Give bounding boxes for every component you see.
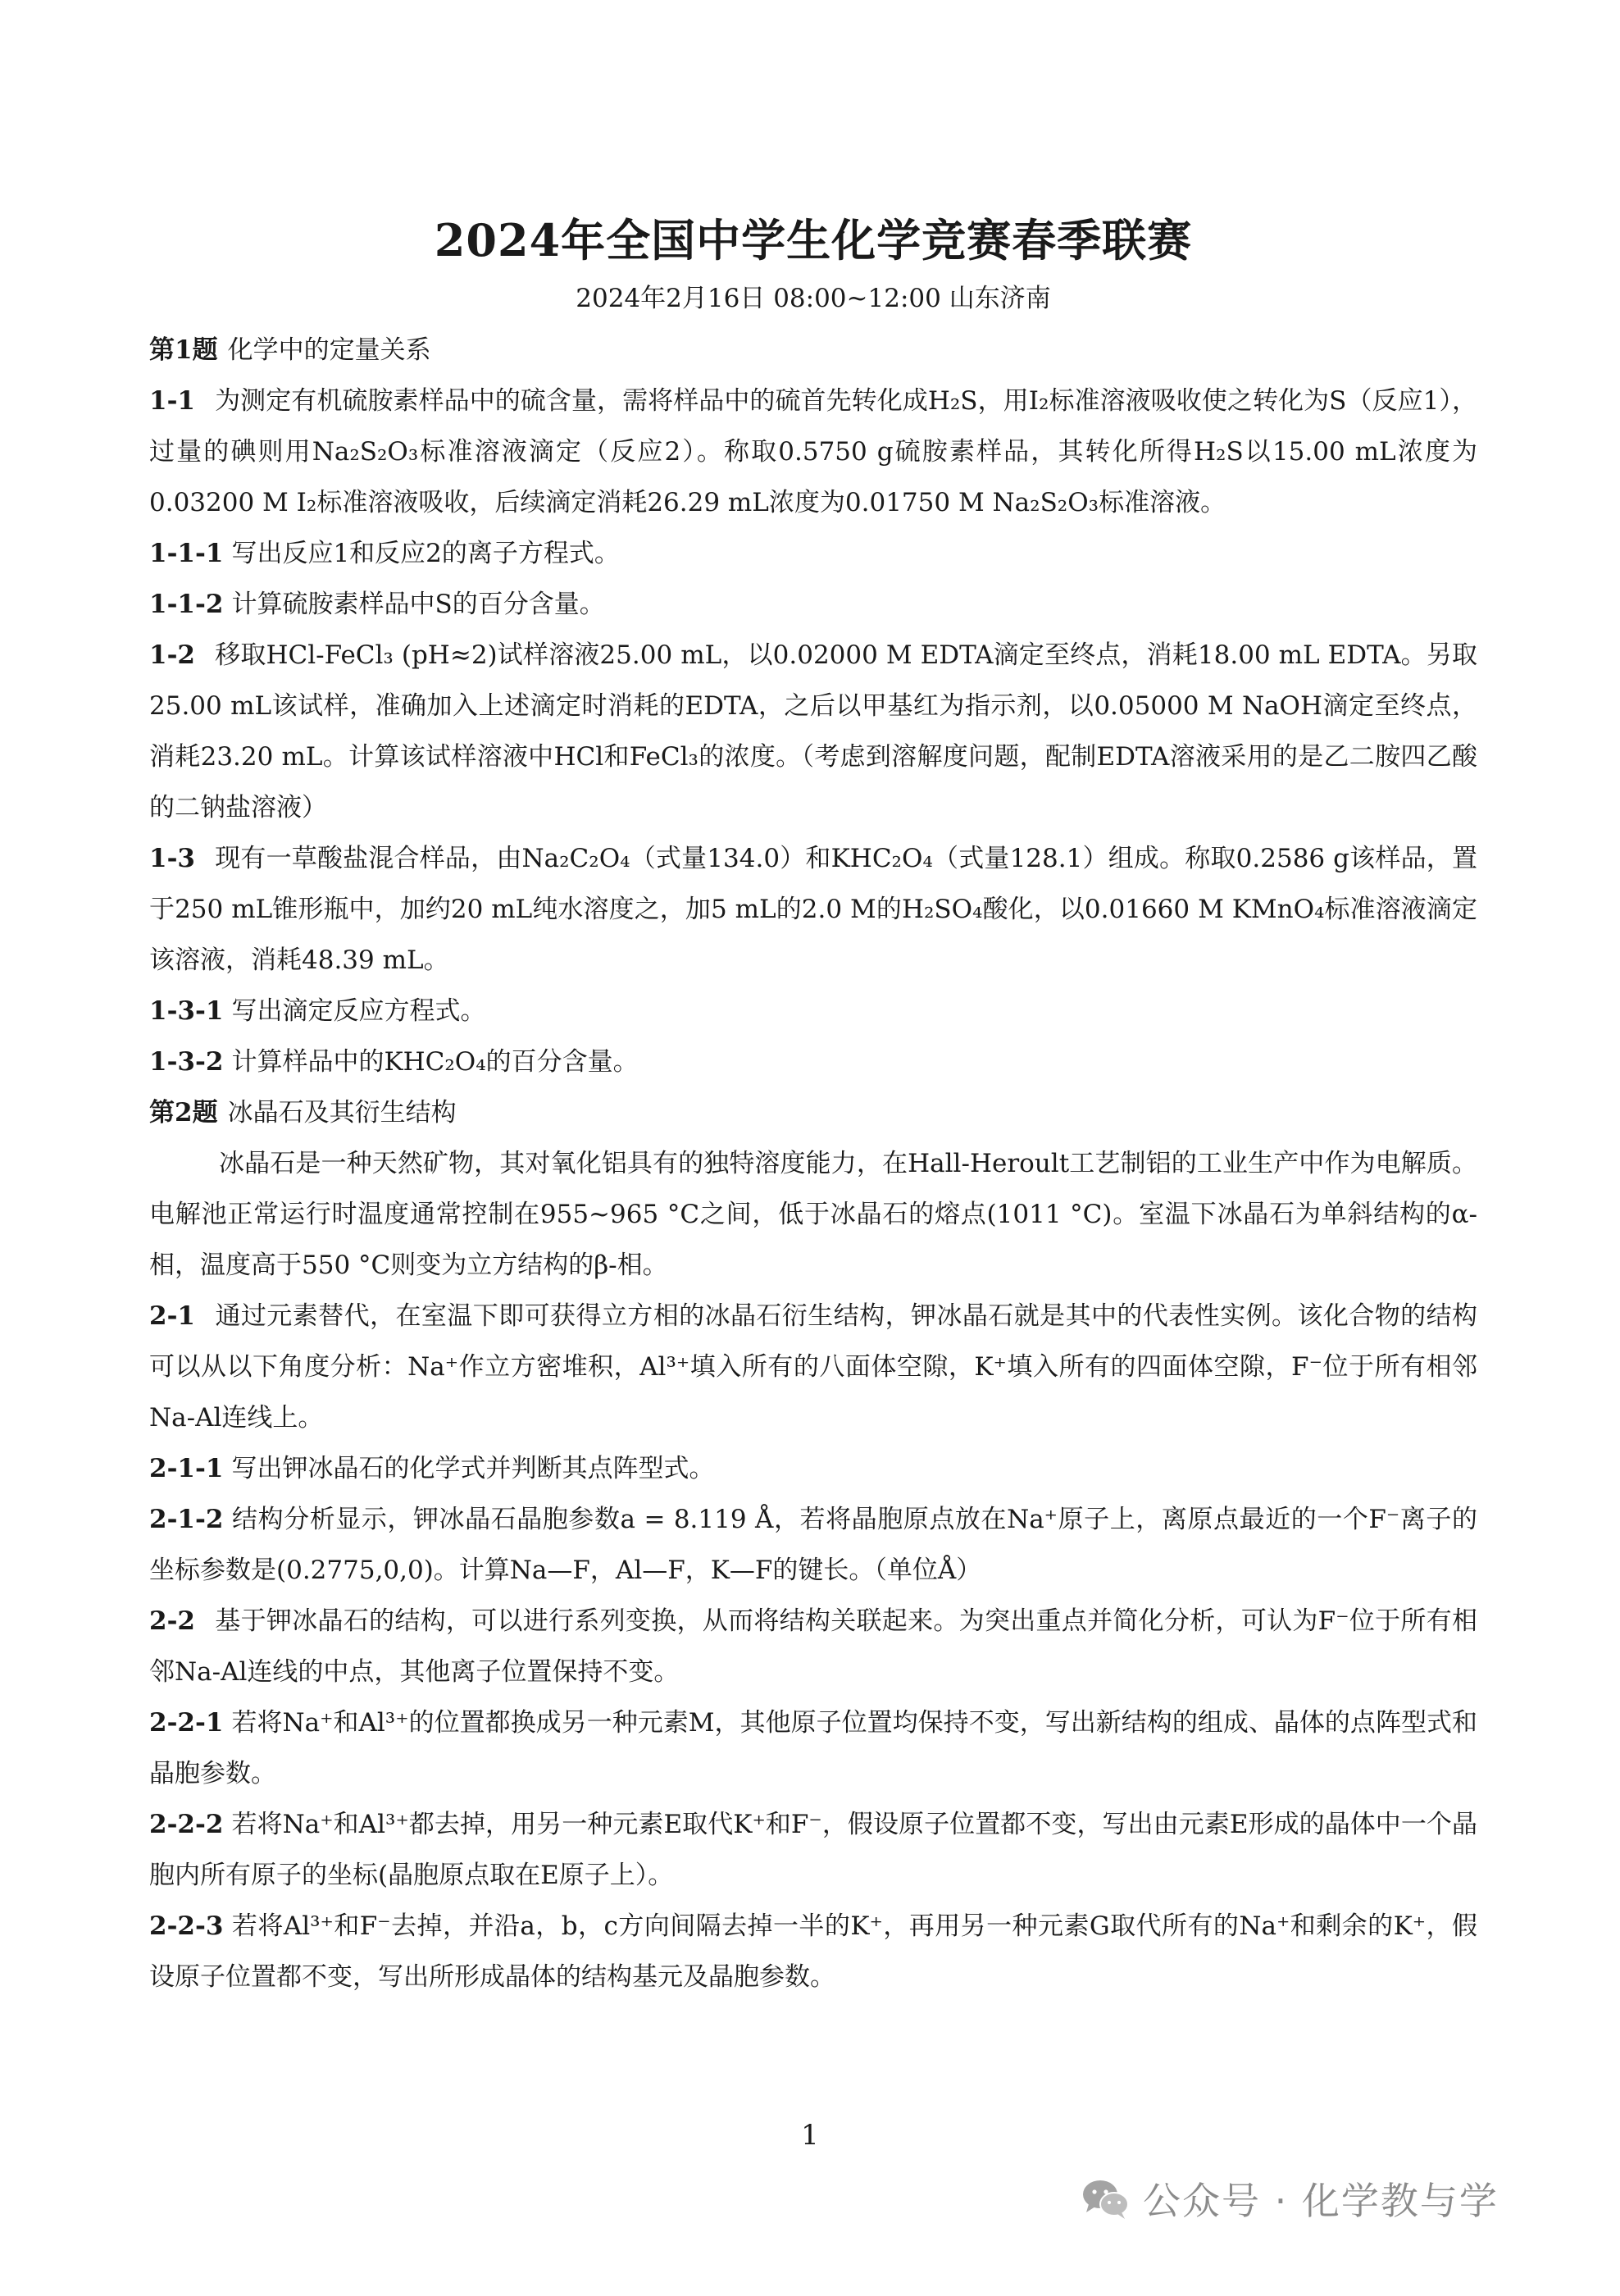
q1-2-label: 1-2: [149, 640, 196, 670]
q2-2-1-paragraph: [149, 1697, 1477, 1799]
q2-2-2-label: 2-2-2: [149, 1810, 224, 1839]
q2-1-text: 通过元素替代，在室温下即可获得立方相的冰晶石衍生结构，钾冰晶石就是其中的代表性实例。该化合物的结构可以从以下角度分析：Na⁺作立方密堆积，Al³⁺填入所有的八面体空隙，K⁺填入所有的四面体空隙，F⁻位于所有相邻Na-Al连线上。: [149, 1301, 1477, 1433]
wechat-icon: [1081, 2176, 1131, 2221]
q2-heading-text: 冰晶石及其衍生结构: [227, 1098, 457, 1128]
q1-3-1-text: 写出滴定反应方程式。: [231, 996, 486, 1026]
page-content: [149, 212, 1477, 2002]
q1-3-1-label: 1-3-1: [149, 996, 224, 1026]
q1-1-1-label: 1-1-1: [149, 539, 224, 568]
q1-3-2-text: 计算样品中的KHC₂O₄的百分含量。: [231, 1047, 639, 1077]
q2-heading-number: 第2题: [149, 1098, 218, 1128]
q2-2-paragraph: [149, 1596, 1477, 1697]
q1-heading-text: 化学中的定量关系: [227, 335, 431, 365]
q2-heading: [149, 1087, 1477, 1138]
q2-2-1-label: 2-2-1: [149, 1708, 224, 1738]
q2-1-2-text: 结构分析显示，钾冰晶石晶胞参数a = 8.119 Å，若将晶胞原点放在Na⁺原子上，离原点最近的一个F⁻离子的坐标参数是(0.2775,0,0)。计算Na—F，Al—F，K—F的键长。（单位Å）: [149, 1505, 1477, 1585]
q1-1-paragraph: [149, 376, 1477, 528]
q1-1-2-label: 1-1-2: [149, 590, 224, 619]
q1-1-text: 为测定有机硫胺素样品中的硫含量，需将样品中的硫首先转化成H₂S，用I₂标准溶液吸收使之转化为S（反应1），过量的碘则用Na₂S₂O₃标准溶液滴定（反应2）。称取0.5750 g硫胺素样品，其转化所得H₂S以15.00 mL浓度为0.03200 M I₂标准溶液吸收，后续滴定消耗26.29 mL浓度为0.01750 M Na₂S₂O₃标准溶液。: [149, 386, 1477, 517]
q2-1-2-paragraph: [149, 1494, 1477, 1596]
q2-2-label: 2-2: [149, 1606, 196, 1636]
q1-3-1-paragraph: [149, 986, 1477, 1036]
q2-1-2-label: 2-1-2: [149, 1505, 224, 1534]
q2-1-label: 2-1: [149, 1301, 196, 1331]
q2-2-2-paragraph: [149, 1799, 1477, 1901]
q1-3-paragraph: [149, 833, 1477, 986]
exam-date-location: 2024年2月16日 08:00~12:00 山东济南: [576, 284, 1051, 313]
q1-3-label: 1-3: [149, 844, 196, 873]
q1-1-2-text: 计算硫胺素样品中S的百分含量。: [231, 590, 605, 619]
page-title: 2024年全国中学生化学竞赛春季联赛: [434, 214, 1193, 266]
q1-1-1-text: 写出反应1和反应2的离子方程式。: [231, 539, 620, 568]
q2-intro-paragraph: 冰晶石是一种天然矿物，其对氧化铝具有的独特溶度能力，在Hall-Heroult工艺制铝的工业生产中作为电解质。电解池正常运行时温度通常控制在955~965 °C之间，低于冰晶石的熔点(1011 °C)。室温下冰晶石为单斜结构的α-相，温度高于550 °C则变为立方结构的β-相。: [149, 1149, 1477, 1280]
q1-3-2-paragraph: [149, 1036, 1477, 1087]
q2-1-paragraph: [149, 1291, 1477, 1443]
q1-heading: [149, 325, 1477, 376]
q2-2-3-paragraph: [149, 1901, 1477, 2002]
q1-1-label: 1-1: [149, 386, 196, 416]
q1-2-paragraph: [149, 630, 1477, 833]
q1-3-2-label: 1-3-2: [149, 1047, 224, 1077]
q2-1-1-label: 2-1-1: [149, 1454, 224, 1483]
watermark: [1081, 2170, 1499, 2227]
q2-1-1-text: 写出钾冰晶石的化学式并判断其点阵型式。: [231, 1454, 715, 1483]
q1-2-text: 移取HCl-FeCl₃ (pH≈2)试样溶液25.00 mL，以0.02000 M EDTA滴定至终点，消耗18.00 mL EDTA。另取25.00 mL该试样，准确加入上述滴定时消耗的EDTA，之后以甲基红为指示剂，以0.05000 M NaOH滴定至终点，消耗23.20 mL。计算该试样溶液中HCl和FeCl₃的浓度。（考虑到溶解度问题，配制EDTA溶液采用的是乙二胺四乙酸的二钠盐溶液）: [149, 640, 1477, 822]
q1-heading-number: 第1题: [149, 335, 218, 365]
q2-2-3-text: 若将Al³⁺和F⁻去掉，并沿a，b，c方向间隔去掉一半的K⁺，再用另一种元素G取代所有的Na⁺和剩余的K⁺，假设原子位置都不变，写出所形成晶体的结构基元及晶胞参数。: [149, 1911, 1477, 1992]
watermark-text: 公众号 · 化学教与学: [1143, 2179, 1499, 2223]
q1-1-1-paragraph: [149, 528, 1477, 579]
q2-2-text: 基于钾冰晶石的结构，可以进行系列变换，从而将结构关联起来。为突出重点并简化分析，可认为F⁻位于所有相邻Na-Al连线的中点，其他离子位置保持不变。: [149, 1606, 1477, 1687]
q2-1-1-paragraph: [149, 1443, 1477, 1494]
page-number: 1: [801, 2119, 819, 2152]
q1-3-text: 现有一草酸盐混合样品，由Na₂C₂O₄（式量134.0）和KHC₂O₄（式量128.1）组成。称取0.2586 g该样品，置于250 mL锥形瓶中，加约20 mL纯水溶度之，加5 mL的2.0 M的H₂SO₄酸化，以0.01660 M KMnO₄标准溶液滴定该溶液，消耗48.39 mL。: [149, 844, 1477, 975]
q2-2-1-text: 若将Na⁺和Al³⁺的位置都换成另一种元素M，其他原子位置均保持不变，写出新结构的组成、晶体的点阵型式和晶胞参数。: [149, 1708, 1477, 1788]
q2-2-2-text: 若将Na⁺和Al³⁺都去掉，用另一种元素E取代K⁺和F⁻，假设原子位置都不变，写出由元素E形成的晶体中一个晶胞内所有原子的坐标(晶胞原点取在E原子上）。: [149, 1810, 1477, 1890]
q2-2-3-label: 2-2-3: [149, 1911, 224, 1941]
q1-1-2-paragraph: [149, 579, 1477, 630]
